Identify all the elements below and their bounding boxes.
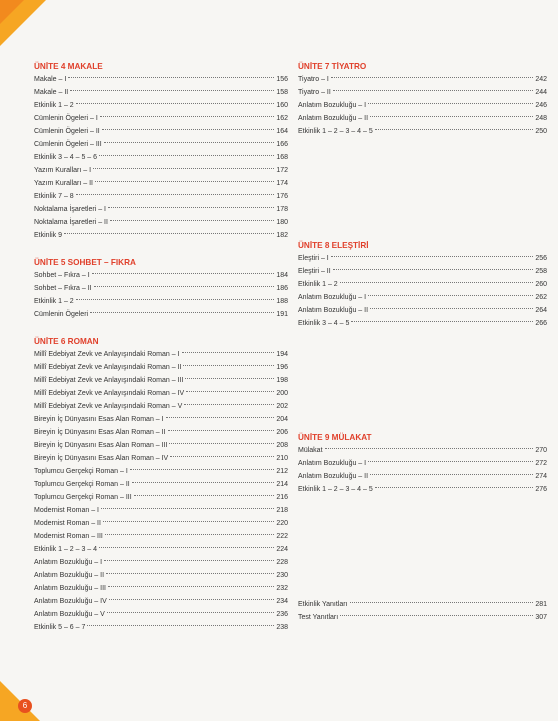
toc-entry[interactable] xyxy=(298,317,547,330)
entry-title: Mülakat xyxy=(298,447,323,454)
toc-entry[interactable] xyxy=(34,595,288,608)
dot-leader xyxy=(182,352,275,353)
dot-leader xyxy=(183,365,274,366)
unit-title: ÜNİTE 9 MÜLAKAT xyxy=(298,433,372,442)
entry-page: 262 xyxy=(535,294,547,301)
dot-leader xyxy=(132,482,275,483)
dot-leader xyxy=(169,443,274,444)
entry-title: Toplumcu Gerçekçi Roman – I xyxy=(34,468,128,475)
toc-entry[interactable] xyxy=(34,400,288,413)
toc-entry[interactable] xyxy=(34,582,288,595)
toc-entry[interactable] xyxy=(298,444,547,457)
toc-section xyxy=(298,598,547,624)
entry-title: Millî Edebiyat Zevk ve Anlayışındaki Roman – III xyxy=(34,377,184,384)
entry-page: 214 xyxy=(276,481,288,488)
dot-leader xyxy=(370,474,533,475)
unit-title: ÜNİTE 4 MAKALE xyxy=(34,62,103,71)
entry-title: Anlatım Bozukluğu – IV xyxy=(34,598,107,605)
entry-page: 220 xyxy=(276,520,288,527)
dot-leader xyxy=(134,495,275,496)
dot-leader xyxy=(375,129,534,130)
entry-page: 256 xyxy=(535,255,547,262)
entry-page: 174 xyxy=(276,180,288,187)
entry-page: 238 xyxy=(276,624,288,631)
entry-page: 178 xyxy=(276,206,288,213)
dot-leader xyxy=(368,295,533,296)
page-number: 6 xyxy=(18,699,32,713)
entry-page: 168 xyxy=(276,154,288,161)
entry-page: 204 xyxy=(276,416,288,423)
unit-title: ÜNİTE 7 TİYATRO xyxy=(298,62,367,71)
toc-entry[interactable] xyxy=(34,569,288,582)
dot-leader xyxy=(70,90,274,91)
toc-entry[interactable] xyxy=(34,504,288,517)
toc-entry[interactable] xyxy=(298,470,547,483)
toc-entry[interactable] xyxy=(34,151,288,164)
entry-page: 270 xyxy=(535,447,547,454)
entry-title: Etkinlik 3 – 4 – 5 xyxy=(298,320,350,327)
toc-entry[interactable] xyxy=(34,308,288,321)
entry-title: Cümlenin Ögeleri – I xyxy=(34,115,98,122)
entry-page: 234 xyxy=(276,598,288,605)
entry-title: Etkinlik 1 – 2 – 3 – 4 – 5 xyxy=(298,486,373,493)
entry-title: Eleştiri – I xyxy=(298,255,329,262)
entry-title: Bireyin İç Dünyasını Esas Alan Roman – II xyxy=(34,429,166,436)
entry-page: 160 xyxy=(276,102,288,109)
entry-page: 180 xyxy=(276,219,288,226)
toc-entry[interactable] xyxy=(34,282,288,295)
toc-entry[interactable] xyxy=(298,304,547,317)
toc-entry[interactable] xyxy=(34,164,288,177)
dot-leader xyxy=(87,625,274,626)
dot-leader xyxy=(106,573,274,574)
dot-leader xyxy=(95,181,274,182)
dot-leader xyxy=(76,299,275,300)
dot-leader xyxy=(103,521,274,522)
entry-title: Cümlenin Ögeleri – III xyxy=(34,141,102,148)
dot-leader xyxy=(368,103,533,104)
entry-title: Anlatım Bozukluğu – I xyxy=(298,102,367,109)
entry-title: Etkinlik 1 – 2 – 3 – 4 xyxy=(34,546,98,553)
toc-entry[interactable] xyxy=(34,530,288,543)
dot-leader xyxy=(350,602,534,603)
toc-entry[interactable] xyxy=(34,543,288,556)
entry-page: 200 xyxy=(276,390,288,397)
entry-title: Eleştiri – II xyxy=(298,268,331,275)
toc-entry[interactable] xyxy=(298,457,547,470)
dot-leader xyxy=(64,233,274,234)
entry-page: 206 xyxy=(276,429,288,436)
entry-page: 281 xyxy=(535,601,547,608)
toc-entry[interactable] xyxy=(34,374,288,387)
entry-page: 276 xyxy=(535,486,547,493)
entry-page: 176 xyxy=(276,193,288,200)
toc-entry[interactable] xyxy=(34,621,288,634)
dot-leader xyxy=(76,194,275,195)
toc-entry[interactable] xyxy=(34,190,288,203)
dot-leader xyxy=(107,612,274,613)
toc-entry[interactable] xyxy=(298,483,547,496)
dot-leader xyxy=(370,116,533,117)
dot-leader xyxy=(92,273,275,274)
entry-page: 236 xyxy=(276,611,288,618)
entry-page: 208 xyxy=(276,442,288,449)
entry-page: 198 xyxy=(276,377,288,384)
toc-section xyxy=(298,431,547,496)
entry-title: Makale – II xyxy=(34,89,69,96)
entry-page: 224 xyxy=(276,546,288,553)
unit-title: ÜNİTE 6 ROMAN xyxy=(34,337,99,346)
entry-title: Noktalama İşaretleri – I xyxy=(34,206,106,213)
entry-title: Cümlenin Ögeleri xyxy=(34,311,89,318)
toc-entry[interactable] xyxy=(34,125,288,138)
dot-leader xyxy=(166,417,275,418)
toc-entry[interactable] xyxy=(34,491,288,504)
entry-title: Toplumcu Gerçekçi Roman – II xyxy=(34,481,130,488)
entry-page: 264 xyxy=(535,307,547,314)
dot-leader xyxy=(90,312,274,313)
entry-page: 191 xyxy=(276,311,288,318)
dot-leader xyxy=(184,404,274,405)
entry-page: 216 xyxy=(276,494,288,501)
toc-entry[interactable] xyxy=(34,99,288,112)
entry-title: Modernist Roman – I xyxy=(34,507,99,514)
dot-leader xyxy=(109,599,275,600)
toc-section xyxy=(298,60,547,138)
entry-page: 182 xyxy=(276,232,288,239)
dot-leader xyxy=(185,378,274,379)
entry-title: Anlatım Bozukluğu – I xyxy=(34,559,103,566)
toc-entry[interactable] xyxy=(298,125,547,138)
dot-leader xyxy=(100,116,275,117)
toc-entry[interactable] xyxy=(34,426,288,439)
toc-entry[interactable] xyxy=(34,295,288,308)
entry-title: Etkinlik 3 – 4 – 5 – 6 xyxy=(34,154,98,161)
entry-title: Test Yanıtları xyxy=(298,614,339,621)
toc-column-right xyxy=(298,60,547,624)
dot-leader xyxy=(99,155,274,156)
toc-entry[interactable] xyxy=(34,203,288,216)
corner-decoration-top-inner xyxy=(0,0,24,24)
dot-leader xyxy=(170,456,274,457)
entry-title: Millî Edebiyat Zevk ve Anlayışındaki Roman – IV xyxy=(34,390,185,397)
toc-entry[interactable] xyxy=(34,177,288,190)
entry-title: Anlatım Bozukluğu – II xyxy=(34,572,105,579)
entry-title: Sohbet – Fıkra – II xyxy=(34,285,92,292)
toc-entry[interactable] xyxy=(34,608,288,621)
toc-section xyxy=(34,335,288,634)
entry-page: 274 xyxy=(535,473,547,480)
entry-page: 246 xyxy=(535,102,547,109)
dot-leader xyxy=(108,207,274,208)
entry-page: 172 xyxy=(276,167,288,174)
toc-entry[interactable] xyxy=(34,216,288,229)
toc-entry[interactable] xyxy=(34,413,288,426)
entry-title: Anlatım Bozukluğu – II xyxy=(298,307,369,314)
toc-entry[interactable] xyxy=(34,478,288,491)
dot-leader xyxy=(104,142,275,143)
dot-leader xyxy=(130,469,275,470)
entry-page: 258 xyxy=(535,268,547,275)
entry-page: 184 xyxy=(276,272,288,279)
toc-section xyxy=(34,256,288,321)
dot-leader xyxy=(104,560,274,561)
toc-entry[interactable] xyxy=(34,465,288,478)
entry-page: 244 xyxy=(535,89,547,96)
entry-title: Modernist Roman – III xyxy=(34,533,103,540)
entry-page: 250 xyxy=(535,128,547,135)
dot-leader xyxy=(340,615,533,616)
entry-title: Bireyin İç Dünyasını Esas Alan Roman – IV xyxy=(34,455,169,462)
dot-leader xyxy=(101,508,274,509)
entry-title: Millî Edebiyat Zevk ve Anlayışındaki Roman – V xyxy=(34,403,183,410)
entry-page: 266 xyxy=(535,320,547,327)
entry-page: 202 xyxy=(276,403,288,410)
entry-page: 232 xyxy=(276,585,288,592)
toc-entry[interactable] xyxy=(298,86,547,99)
entry-title: Etkinlik 7 – 8 xyxy=(34,193,74,200)
entry-page: 248 xyxy=(535,115,547,122)
entry-title: Modernist Roman – II xyxy=(34,520,101,527)
entry-title: Tiyatro – I xyxy=(298,76,329,83)
dot-leader xyxy=(368,461,533,462)
toc-entry[interactable] xyxy=(298,252,547,265)
entry-page: 242 xyxy=(535,76,547,83)
toc-entry[interactable] xyxy=(298,73,547,86)
entry-title: Anlatım Bozukluğu – II xyxy=(298,473,369,480)
toc-section xyxy=(298,239,547,330)
entry-page: 228 xyxy=(276,559,288,566)
entry-title: Etkinlik 9 xyxy=(34,232,63,239)
dot-leader xyxy=(325,448,534,449)
toc-entry[interactable] xyxy=(34,348,288,361)
entry-title: Cümlenin Ögeleri – II xyxy=(34,128,100,135)
entry-page: 222 xyxy=(276,533,288,540)
dot-leader xyxy=(333,90,534,91)
dot-leader xyxy=(76,103,275,104)
entry-title: Millî Edebiyat Zevk ve Anlayışındaki Roman – I xyxy=(34,351,180,358)
entry-page: 194 xyxy=(276,351,288,358)
toc-entry[interactable] xyxy=(298,265,547,278)
entry-title: Etkinlik 1 – 2 xyxy=(34,298,74,305)
toc-entry[interactable] xyxy=(34,73,288,86)
toc-entry[interactable] xyxy=(298,99,547,112)
toc-entry[interactable] xyxy=(34,138,288,151)
dot-leader xyxy=(93,168,274,169)
entry-page: 272 xyxy=(535,460,547,467)
entry-title: Etkinlik 1 – 2 xyxy=(298,281,338,288)
dot-leader xyxy=(68,77,274,78)
entry-title: Yazım Kuralları – I xyxy=(34,167,92,174)
entry-title: Etkinlik 5 – 6 – 7 xyxy=(34,624,86,631)
entry-page: 158 xyxy=(276,89,288,96)
entry-title: Millî Edebiyat Zevk ve Anlayışındaki Roman – II xyxy=(34,364,182,371)
toc-entry[interactable] xyxy=(34,229,288,242)
entry-title: Makale – I xyxy=(34,76,67,83)
entry-title: Anlatım Bozukluğu – V xyxy=(34,611,105,618)
entry-page: 307 xyxy=(535,614,547,621)
entry-page: 196 xyxy=(276,364,288,371)
toc-entry[interactable] xyxy=(34,452,288,465)
entry-title: Anlatım Bozukluğu – III xyxy=(34,585,106,592)
entry-title: Noktalama İşaretleri – II xyxy=(34,219,108,226)
entry-title: Etkinlik 1 – 2 xyxy=(34,102,74,109)
dot-leader xyxy=(370,308,533,309)
entry-title: Anlatım Bozukluğu – II xyxy=(298,115,369,122)
toc-section xyxy=(34,60,288,242)
entry-title: Etkinlik Yanıtları xyxy=(298,601,348,608)
dot-leader xyxy=(108,586,274,587)
toc-entry[interactable] xyxy=(34,86,288,99)
toc-entry[interactable] xyxy=(298,278,547,291)
entry-page: 162 xyxy=(276,115,288,122)
entry-page: 166 xyxy=(276,141,288,148)
entry-title: Toplumcu Gerçekçi Roman – III xyxy=(34,494,132,501)
toc-entry[interactable] xyxy=(298,611,547,624)
entry-title: Sohbet – Fıkra – I xyxy=(34,272,90,279)
entry-title: Bireyin İç Dünyasını Esas Alan Roman – I xyxy=(34,416,164,423)
entry-title: Anlatım Bozukluğu – I xyxy=(298,460,367,467)
entry-page: 188 xyxy=(276,298,288,305)
entry-title: Bireyin İç Dünyasını Esas Alan Roman – III xyxy=(34,442,168,449)
entry-title: Tiyatro – II xyxy=(298,89,331,96)
dot-leader xyxy=(186,391,274,392)
toc-entry[interactable] xyxy=(298,291,547,304)
entry-page: 156 xyxy=(276,76,288,83)
entry-title: Anlatım Bozukluğu – I xyxy=(298,294,367,301)
toc-entry[interactable] xyxy=(34,387,288,400)
dot-leader xyxy=(102,129,275,130)
dot-leader xyxy=(340,282,534,283)
toc-entry[interactable] xyxy=(34,517,288,530)
toc-entry[interactable] xyxy=(298,598,547,611)
entry-title: Yazım Kuralları – II xyxy=(34,180,94,187)
toc-entry[interactable] xyxy=(34,361,288,374)
entry-page: 212 xyxy=(276,468,288,475)
dot-leader xyxy=(105,534,274,535)
entry-title: Etkinlik 1 – 2 – 3 – 4 – 5 xyxy=(298,128,373,135)
toc-entry[interactable] xyxy=(34,439,288,452)
dot-leader xyxy=(333,269,534,270)
dot-leader xyxy=(331,256,534,257)
entry-page: 186 xyxy=(276,285,288,292)
unit-title: ÜNİTE 5 SOHBET – FIKRA xyxy=(34,258,136,267)
dot-leader xyxy=(331,77,533,78)
entry-page: 260 xyxy=(535,281,547,288)
dot-leader xyxy=(375,487,534,488)
toc-entry[interactable] xyxy=(34,112,288,125)
toc-column-left xyxy=(34,60,288,634)
dot-leader xyxy=(94,286,275,287)
dot-leader xyxy=(168,430,275,431)
toc-entry[interactable] xyxy=(34,269,288,282)
dot-leader xyxy=(110,220,274,221)
entry-page: 230 xyxy=(276,572,288,579)
entry-page: 164 xyxy=(276,128,288,135)
dot-leader xyxy=(351,321,533,322)
toc-entry[interactable] xyxy=(298,112,547,125)
dot-leader xyxy=(99,547,274,548)
entry-page: 210 xyxy=(276,455,288,462)
entry-page: 218 xyxy=(276,507,288,514)
toc-entry[interactable] xyxy=(34,556,288,569)
unit-title: ÜNİTE 8 ELEŞTİRİ xyxy=(298,241,369,250)
